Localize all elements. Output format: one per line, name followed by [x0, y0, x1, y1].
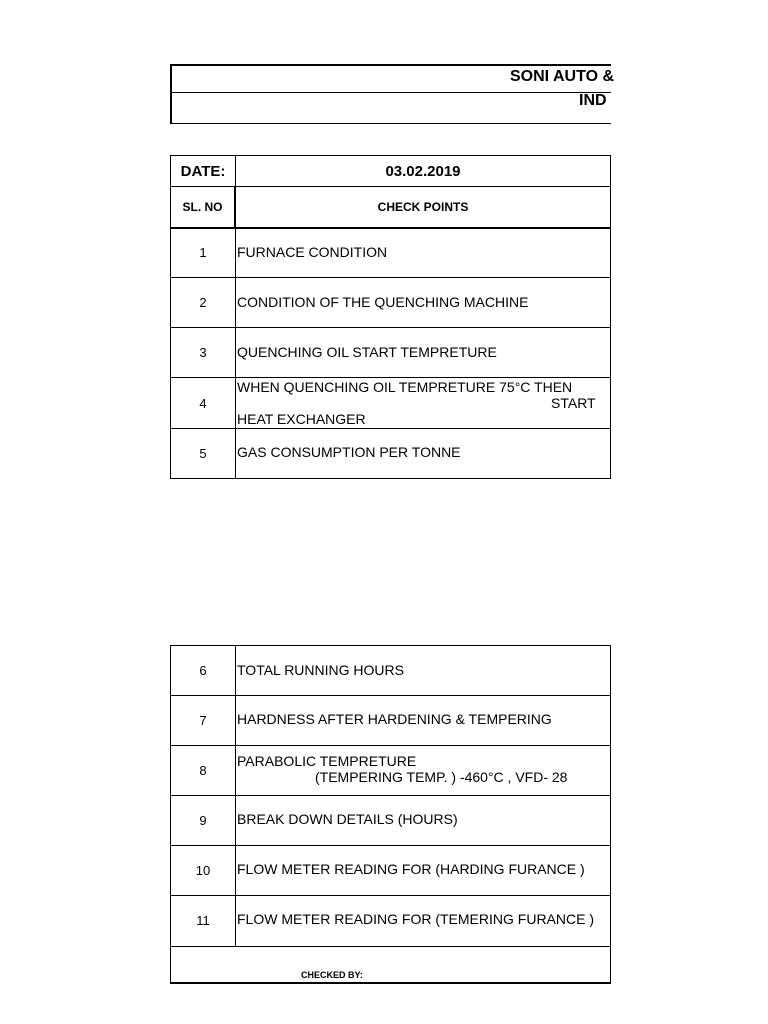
check-point-text: TOTAL RUNNING HOURS	[237, 661, 404, 678]
row-number: 1	[171, 228, 236, 277]
date-row	[170, 155, 611, 187]
check-point-text: FURNACE CONDITION	[237, 243, 388, 260]
check-point-line-2: (TEMPERING TEMP. ) -460°C , VFD- 28	[315, 769, 568, 785]
table-row	[170, 845, 611, 896]
check-point-text: GAS CONSUMPTION PER TONNE	[237, 443, 461, 460]
row-number: 9	[171, 795, 236, 845]
table-row	[170, 428, 611, 479]
check-point-text	[237, 378, 611, 428]
check-point-text: HARDNESS AFTER HARDENING & TEMPERING	[237, 710, 552, 727]
date-label: DATE:	[171, 156, 236, 186]
header-border-low	[170, 123, 611, 124]
check-point-text: QUENCHING OIL START TEMPRETURE	[237, 343, 497, 360]
row-number: 6	[171, 646, 236, 695]
checklist-sheet	[170, 0, 615, 1024]
check-point-text	[237, 752, 611, 794]
check-points-header: CHECK POINTS	[377, 200, 469, 214]
row-number: 7	[171, 695, 236, 745]
table-row	[170, 328, 611, 378]
header-border-mid	[170, 92, 611, 93]
table-row	[170, 895, 611, 947]
table-row	[170, 228, 611, 278]
table-row	[170, 378, 611, 429]
sl-no-header: SL. NO	[171, 187, 236, 227]
header-border-left	[170, 64, 172, 124]
table-row	[170, 695, 611, 746]
row-number: 5	[171, 428, 236, 478]
check-point-line-2: START	[551, 395, 596, 411]
table-row	[170, 278, 611, 328]
table-row	[170, 645, 611, 696]
check-point-line-1: WHEN QUENCHING OIL TEMPRETURE 75°C THEN	[237, 379, 573, 395]
check-point-text: CONDITION OF THE QUENCHING MACHINE	[237, 293, 529, 310]
row-number: 3	[171, 328, 236, 377]
row-number: 8	[171, 745, 236, 795]
row-number: 11	[171, 895, 236, 946]
date-value: 03.02.2019	[385, 162, 461, 180]
row-number: 2	[171, 278, 236, 327]
checked-by-label: CHECKED BY:	[301, 970, 363, 980]
row-number: 10	[171, 845, 236, 895]
check-point-text: FLOW METER READING FOR (HARDING FURANCE )	[237, 860, 585, 877]
table-row	[170, 745, 611, 796]
table-row	[170, 795, 611, 846]
company-name: SONI AUTO &	[510, 68, 615, 85]
column-header-row	[170, 186, 611, 229]
check-point-text: BREAK DOWN DETAILS (HOURS)	[237, 810, 458, 827]
company-subtitle: IND	[579, 92, 607, 109]
header-border-top	[170, 64, 611, 66]
footer-row	[170, 946, 611, 984]
check-point-text: FLOW METER READING FOR (TEMERING FURANCE )	[237, 910, 594, 927]
row-number: 4	[171, 378, 236, 428]
check-point-line-1: PARABOLIC TEMPRETURE	[237, 753, 417, 769]
check-point-line-3: HEAT EXCHANGER	[237, 411, 366, 427]
